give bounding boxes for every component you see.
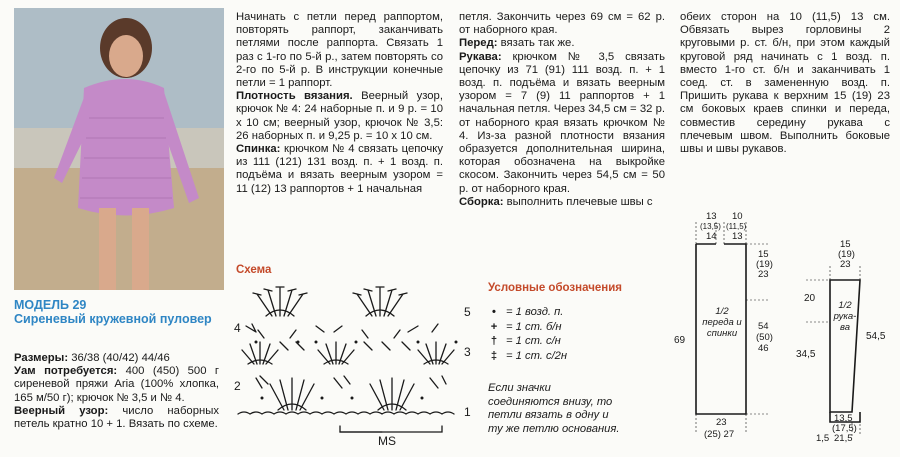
row-number-5: 5	[464, 305, 471, 319]
sleeve-bottom-dim-large: 21,5	[834, 433, 853, 444]
sleeves-text: крючком № 3,5 связать цепочку из 71 (91) 111 возд. п. + 1 возд. п. подъёма и вязать веерным узором = 7 (9) 11 раппортов + 1 начальная петля. Через 34,5 см = 32 р. от наборного края вязать крючком № 4. Из-за разной плотности вязания образуется дополнительная ширина, которая обозначена на выкройке скосом. Закончить через 54,5 см = 50 р. от наборного края.	[459, 50, 665, 195]
row-number-4: 4	[234, 321, 241, 335]
row-number-3: 3	[464, 345, 471, 359]
front-text: вязать так же.	[497, 37, 575, 50]
body-top-right-dim-mid: (11,5)	[726, 222, 747, 231]
ms-bracket	[340, 426, 442, 432]
crochet-chart	[232, 280, 482, 452]
sleeve-top-dim-large: 23	[840, 259, 851, 270]
body-bottom-dim: 23	[716, 417, 727, 428]
legend-item: † = 1 ст. с/н	[488, 334, 567, 349]
sleeve-bottom-dim: 13,5	[834, 413, 853, 424]
sleeve-piece-label: 1/2 рука- ва	[833, 300, 857, 333]
legend-item: + = 1 ст. б/н	[488, 320, 567, 335]
ms-label: MS	[378, 434, 396, 448]
sleeve-top-dim: 15	[840, 239, 851, 250]
pattern-body	[662, 210, 792, 450]
fan-top-right	[353, 287, 407, 316]
model-heading	[14, 298, 212, 326]
single-crochet-symbol-icon: +	[490, 320, 498, 333]
legend-title: Условные обозначения	[488, 282, 623, 294]
treble-crochet-symbol-icon: ‡	[490, 349, 498, 362]
left-column	[14, 352, 219, 431]
body-top-left-dim: 13	[706, 211, 717, 222]
fan-bottom-right	[370, 378, 414, 410]
gauge-text: Веерный узор, крючок № 4: 24 наборные п. и 9 р. = 10 х 10 см; веерный узор, крючок № 3,5: 26 наборных п. и 9,25 р. = 10 х 10 см.	[236, 90, 443, 142]
sleeve-length-dim: 54,5	[866, 331, 886, 342]
front-label: Перед:	[459, 37, 498, 50]
assembly-label: Сборка:	[459, 195, 504, 208]
schema-title: Схема	[236, 264, 272, 276]
crochet-chart-svg	[232, 280, 482, 452]
fan-mid-left	[242, 342, 278, 364]
legend-item: ‡ = 1 ст. с/2н	[488, 349, 567, 364]
assembly-text: выполнить плечевые швы с	[503, 195, 653, 208]
body-top-left-dim-large: 14	[706, 231, 717, 242]
model-name: Сиреневый кружевной пуловер	[14, 312, 212, 326]
sleeve-top-dim-mid: (19)	[838, 249, 855, 260]
fan-pattern-label: Веерный узор:	[14, 404, 109, 417]
model-number: МОДЕЛЬ 29	[14, 298, 87, 312]
legend-note: Если значки соединяются внизу, то петли вязать в одну и ту же петлю основания.	[488, 382, 620, 435]
model-photo	[14, 8, 224, 290]
body-top-left-dim-mid: (13,5)	[700, 222, 721, 231]
body-top-right-dim: 10	[732, 211, 743, 222]
materials-text: 400 (450) 500 г сиреневой пряжи Aria (100% хлопка, 165 м/50 г); крючок № 3,5 и № 4.	[14, 365, 219, 404]
legend-item: • = 1 возд. п.	[488, 305, 567, 320]
body-top-right-dim-large: 13	[732, 231, 743, 242]
sleeve-bottom-dim-mid: (17,5)	[832, 423, 857, 434]
fan-top-left	[253, 287, 307, 316]
row-number-2: 2	[234, 379, 241, 393]
sizes-text: 36/38 (40/42) 44/46	[68, 352, 170, 364]
back-label: Спинка:	[236, 143, 281, 156]
body-side-dim-mid: (50)	[756, 332, 773, 343]
body-piece-label: 1/2 переда и спинки	[702, 306, 742, 339]
double-crochet-symbol-icon: †	[490, 335, 498, 347]
pattern-sleeve	[794, 236, 898, 452]
instructions-column-3	[459, 11, 665, 209]
body-height-dim: 69	[674, 335, 686, 346]
chain-symbol-icon: •	[492, 306, 496, 318]
sleeve-cap-dim: 20	[804, 293, 816, 304]
body-side-dim-large: 46	[758, 343, 769, 354]
sizes-label: Размеры:	[14, 352, 69, 364]
row-number-1: 1	[464, 405, 471, 419]
sleeve-lower-dim: 34,5	[796, 349, 816, 360]
body-shoulder-dim-mid: (19)	[756, 259, 773, 270]
body-shoulder-dim-large: 23	[758, 269, 769, 280]
body-shoulder-dim: 15	[758, 249, 769, 260]
body-bottom-dim-sizes: (25) 27	[704, 429, 735, 440]
assembly-continued-text: обеих сторон на 10 (11,5) 13 см. Обвязать вырез горловины 2 круговыми р. ст. б/н, при этом каждый круговой ряд начинать с 1 возд. п. вместо 1-го ст. б/н и заканчивать 1 соед. ст. в замененную возд. п. Пришить рукава к верхним 15 (19) 23 см боковых краев спинки и переда, совместив середину рукава с плечевым швом. Выполнить боковые швы и швы рукавов.	[680, 11, 890, 156]
instructions-column-4	[680, 11, 890, 156]
sleeves-label: Рукава:	[459, 50, 502, 63]
fan-mid-right	[418, 342, 454, 364]
back-continued-text: петля. Закончить через 69 см = 62 р. от наборного края.	[459, 11, 665, 37]
gauge-label: Плотность вязания.	[236, 90, 353, 103]
sleeve-hem-dim: 1,5	[816, 433, 830, 444]
materials-label: Уам потребуется:	[14, 365, 118, 378]
legend	[488, 305, 567, 363]
fan-mid-center	[318, 342, 354, 364]
back-text: крючком № 4 связать цепочку из 111 (121) 131 возд. п. + 1 возд. п. подъёма и вязать веерным узором = 11 (12) 13 раппортов + 1 начальная	[236, 143, 443, 195]
fan-bottom-left	[270, 378, 314, 410]
body-side-dim: 54	[758, 321, 769, 332]
instructions-column-2	[236, 11, 443, 196]
rapport-text: Начинать с петли перед раппортом, повторять раппорт, заканчивать петлями после раппорта. Связать 1 раз с 1-го по 5-й р., затем повторять со 2-го по 5-й р. В инструкции конечные петли = 1 раппорт.	[236, 11, 443, 90]
fan-pattern-text: число наборных петель кратно 10 + 1. Вязать по схеме.	[14, 404, 219, 431]
